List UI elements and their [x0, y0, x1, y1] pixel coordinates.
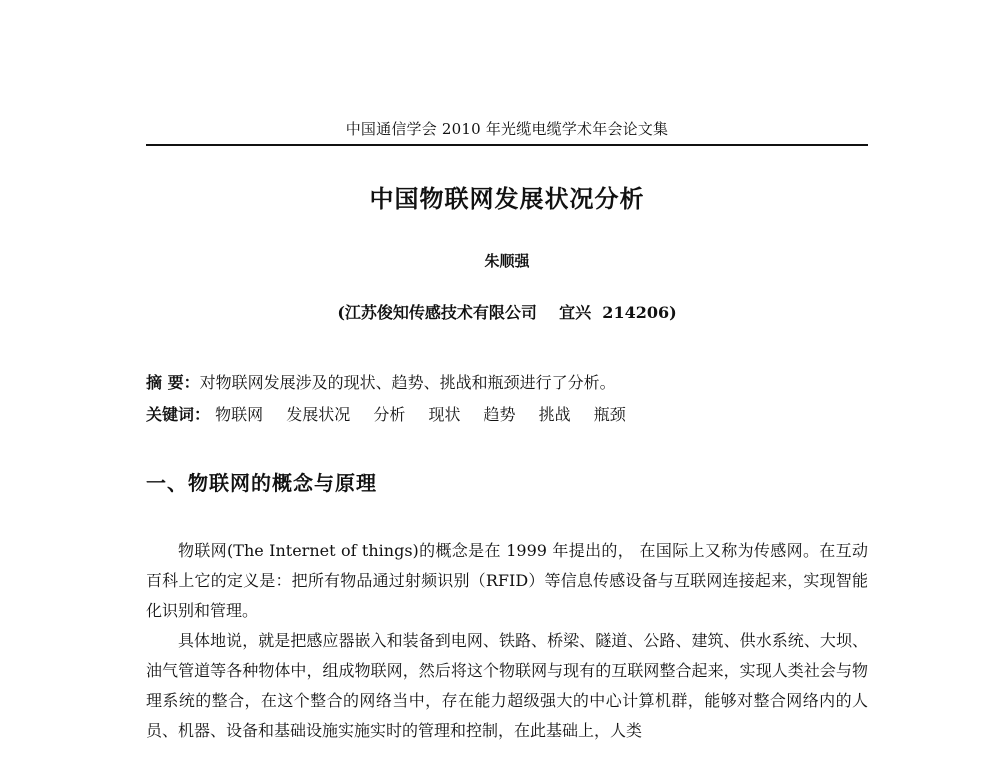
keyword: 物联网 — [215, 405, 264, 424]
author-name: 朱顺强 — [484, 252, 530, 270]
body-paragraph: 物联网(The Internet of things)的概念是在 1999 年提出的， 在国际上又称为传感网。在互动百科上它的定义是：把所有物品通过射频识别（RFID）等信息传感设备与互联网连接起来，实现智能化识别和管理。 — [146, 541, 868, 620]
keyword: 瓶颈 — [593, 405, 626, 424]
keyword: 发展状况 — [286, 405, 351, 424]
section-heading: 一、物联网的概念与原理 — [146, 471, 377, 495]
keywords-label: 关键词： — [146, 405, 211, 424]
keywords — [146, 402, 644, 425]
abstract-text: 对物联网发展涉及的现状、趋势、挑战和瓶颈进行了分析。 — [199, 373, 616, 392]
running-header: 中国通信学会 2010 年光缆电缆学术年会论文集 — [345, 120, 669, 138]
body-paragraph: 具体地说，就是把感应器嵌入和装备到电网、铁路、桥梁、隧道、公路、建筑、供水系统、大坝、油气管道等各种物体中，组成物联网，然后将这个物联网与现有的互联网整合起来，实现人类社会与物理系统的整合，在这个整合的网络当中，存在能力超级强大的中心计算机群，能够对整合网络内的人员、机器、设备和基础设施实施实时的管理和控制，在此基础上，人类 — [146, 631, 868, 740]
author-affiliation: (江苏俊知传感技术有限公司 宜兴 214206) — [337, 303, 677, 322]
paper-title: 中国物联网发展状况分析 — [369, 185, 645, 213]
abstract-label: 摘 要： — [146, 373, 200, 392]
header-rule — [146, 144, 868, 146]
keyword: 分析 — [373, 405, 406, 424]
keyword: 挑战 — [538, 405, 571, 424]
keyword: 现状 — [428, 405, 461, 424]
abstract — [146, 370, 616, 393]
keyword: 趋势 — [483, 405, 516, 424]
